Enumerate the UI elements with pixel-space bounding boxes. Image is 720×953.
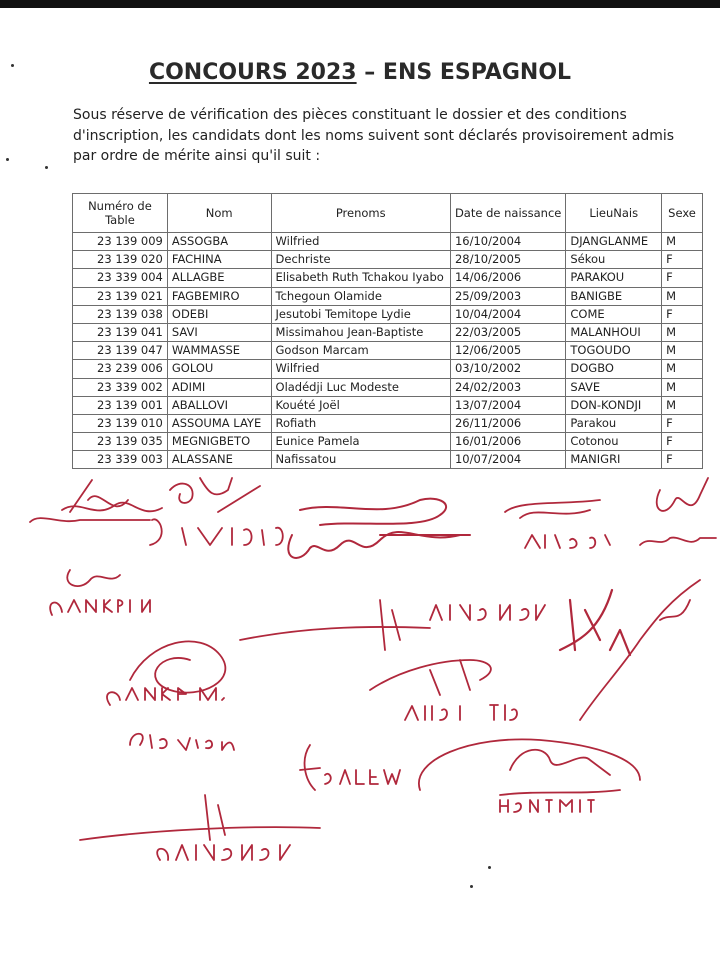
cell-birth-date: 10/04/2004: [450, 305, 565, 323]
cell-birth-date: 16/01/2006: [450, 433, 565, 451]
cell-birthplace: TOGOUDO: [566, 342, 662, 360]
cell-birth-date: 24/02/2003: [450, 378, 565, 396]
cell-birth-date: 12/06/2005: [450, 342, 565, 360]
cell-sex: M: [662, 396, 703, 414]
cell-sex: F: [662, 451, 703, 469]
header-birthplace: LieuNais: [566, 194, 662, 233]
cell-birthplace: MALANHOUI: [566, 323, 662, 341]
cell-birth-date: 14/06/2006: [450, 269, 565, 287]
signature-rangnon-mid: [240, 600, 545, 650]
cell-birthplace: DON-KONDJI: [566, 396, 662, 414]
intro-line: Sous réserve de vérification des pièces constituant le dossier et des conditions: [73, 107, 627, 123]
cell-table-number: 23 139 010: [73, 414, 168, 432]
cell-table-number: 23 139 020: [73, 251, 168, 269]
speck: [11, 64, 14, 67]
cell-table-number: 23 139 001: [73, 396, 168, 414]
cell-name: ODEBI: [167, 305, 271, 323]
signature-gankpen: [50, 570, 150, 615]
cell-first-names: Wilfried: [271, 360, 450, 378]
cell-first-names: Oladédji Luc Modeste: [271, 378, 450, 396]
cell-name: FACHINA: [167, 251, 271, 269]
cell-first-names: Wilfried: [271, 233, 450, 251]
header-birth-date: Date de naissance: [450, 194, 565, 233]
signature-adjassa: [505, 500, 610, 548]
signature-rangnon-bottom: [80, 795, 320, 860]
cell-birthplace: MANIGRI: [566, 451, 662, 469]
cell-birthplace: BANIGBE: [566, 287, 662, 305]
cell-name: SAVI: [167, 323, 271, 341]
cell-sex: F: [662, 269, 703, 287]
cell-birth-date: 03/10/2002: [450, 360, 565, 378]
cell-name: ASSOUMA LAYE: [167, 414, 271, 432]
speck: [488, 866, 491, 869]
signature-top-right: [640, 478, 716, 545]
cell-birthplace: DJANGLANME: [566, 233, 662, 251]
cell-sex: F: [662, 251, 703, 269]
cell-name: WAMMASSE: [167, 342, 271, 360]
cell-name: MEGNIGBETO: [167, 433, 271, 451]
cell-birthplace: Sékou: [566, 251, 662, 269]
cell-first-names: Dechriste: [271, 251, 450, 269]
cell-table-number: 23 139 047: [73, 342, 168, 360]
signature-gankpe-flavien: [107, 641, 234, 750]
cell-table-number: 23 139 035: [73, 433, 168, 451]
cell-sex: F: [662, 414, 703, 432]
cell-name: ASSOGBA: [167, 233, 271, 251]
cell-birth-date: 10/07/2004: [450, 451, 565, 469]
cell-sex: M: [662, 342, 703, 360]
cell-birth-date: 16/10/2004: [450, 233, 565, 251]
cell-first-names: Rofiath: [271, 414, 450, 432]
title-contest: CONCOURS 2023: [148, 60, 357, 85]
speck: [45, 166, 48, 169]
cell-first-names: Kouété Joël: [271, 396, 450, 414]
cell-birthplace: Parakou: [566, 414, 662, 432]
cell-first-names: Missimahou Jean-Baptiste: [271, 323, 450, 341]
cell-table-number: 23 139 041: [73, 323, 168, 341]
cell-name: FAGBEMIRO: [167, 287, 271, 305]
cell-first-names: Jesutobi Temitope Lydie: [271, 305, 450, 323]
cell-birth-date: 25/09/2003: [450, 287, 565, 305]
title-school: – ENS ESPAGNOL: [356, 60, 572, 85]
header-sex: Sexe: [662, 194, 703, 233]
cell-table-number: 23 339 002: [73, 378, 168, 396]
signature-houmbala: [30, 480, 162, 522]
cell-first-names: Tchegoun Olamide: [271, 287, 450, 305]
cell-name: ABALLOVI: [167, 396, 271, 414]
cell-sex: M: [662, 360, 703, 378]
cell-first-names: Eunice Pamela: [271, 433, 450, 451]
signature-iakoubou: [150, 478, 283, 545]
intro-line: par ordre de mérite ainsi qu'il suit :: [73, 148, 321, 164]
header-first-names: Prenoms: [271, 194, 450, 233]
header-name: Nom: [167, 194, 271, 233]
cell-sex: M: [662, 378, 703, 396]
cell-sex: M: [662, 323, 703, 341]
header-table-number: Numéro de Table: [73, 194, 168, 233]
cell-birthplace: PARAKOU: [566, 269, 662, 287]
signature-alland: [370, 660, 517, 720]
cell-table-number: 23 139 021: [73, 287, 168, 305]
cell-birth-date: 26/11/2006: [450, 414, 565, 432]
cell-first-names: Godson Marcam: [271, 342, 450, 360]
cell-birthplace: DOGBO: [566, 360, 662, 378]
cell-sex: M: [662, 233, 703, 251]
speck: [470, 885, 473, 888]
cell-table-number: 23 339 003: [73, 451, 168, 469]
cell-name: ALASSANE: [167, 451, 271, 469]
cell-first-names: Elisabeth Ruth Tchakou Iyabo: [271, 269, 450, 287]
intro-line: d'inscription, les candidats dont les noms suivent sont déclarés provisoirement admis: [73, 128, 675, 144]
cell-birthplace: COME: [566, 305, 662, 323]
cell-name: ADIMI: [167, 378, 271, 396]
signature-center-top: [288, 499, 470, 558]
cell-table-number: 23 339 004: [73, 269, 168, 287]
signature-right-vertical: [580, 580, 700, 720]
cell-birth-date: 28/10/2005: [450, 251, 565, 269]
cell-sex: F: [662, 433, 703, 451]
cell-table-number: 23 139 038: [73, 305, 168, 323]
signature-hontmitma: [419, 739, 640, 812]
cell-birthplace: Cotonou: [566, 433, 662, 451]
speck: [6, 158, 9, 161]
cell-name: GOLOU: [167, 360, 271, 378]
cell-name: ALLAGBE: [167, 269, 271, 287]
cell-birth-date: 13/07/2004: [450, 396, 565, 414]
cell-sex: M: [662, 287, 703, 305]
cell-first-names: Nafissatou: [271, 451, 450, 469]
cell-birth-date: 22/03/2005: [450, 323, 565, 341]
cell-table-number: 23 139 009: [73, 233, 168, 251]
cell-table-number: 23 239 006: [73, 360, 168, 378]
cell-sex: F: [662, 305, 703, 323]
signature-slash-right: [560, 590, 630, 655]
signature-salew: [300, 745, 400, 790]
cell-birthplace: SAVE: [566, 378, 662, 396]
